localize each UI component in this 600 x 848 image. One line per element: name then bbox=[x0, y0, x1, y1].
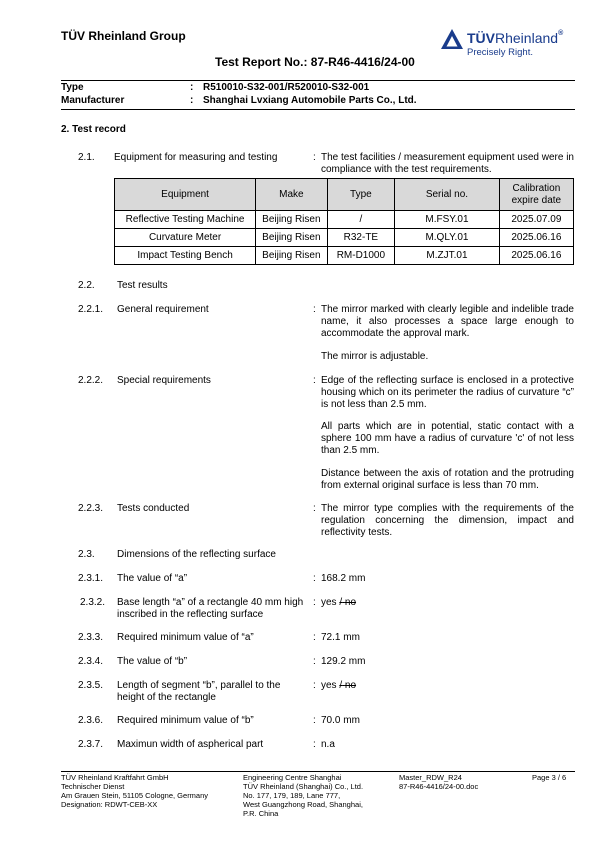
footer-company-block bbox=[61, 773, 208, 809]
results-label: Test results bbox=[117, 280, 168, 291]
dim-item-number: 2.3.4. bbox=[78, 656, 104, 667]
dim-item-label: Required minimum value of “b” bbox=[117, 715, 254, 726]
type-value: R510010-S32-001/R520010-S32-001 bbox=[203, 82, 370, 93]
dim-item-label: The value of “a” bbox=[117, 573, 188, 584]
dim-item-value: 70.0 mm bbox=[321, 715, 360, 726]
page-number: Page 3 / 6 bbox=[532, 773, 567, 782]
general-colon: : bbox=[313, 304, 316, 315]
dim-item-colon: : bbox=[313, 656, 316, 667]
equipment-value: The test facilities / measurement equipment used were in compliance with the test requirements. bbox=[321, 152, 574, 175]
table-cell: 2025.06.16 bbox=[499, 229, 573, 247]
company-group-name: TÜV Rheinland Group bbox=[61, 29, 186, 43]
tests-colon: : bbox=[313, 503, 316, 514]
dim-item-colon: : bbox=[313, 597, 316, 608]
no-option-struck: / no bbox=[339, 597, 357, 608]
report-title: Test Report No.: 87-R46-4416/24-00 bbox=[215, 55, 415, 69]
tuv-logo bbox=[440, 28, 575, 64]
table-cell: Beijing Risen bbox=[256, 229, 327, 247]
table-cell: Reflective Testing Machine bbox=[115, 211, 256, 229]
table-row bbox=[115, 211, 574, 229]
dim-item-number: 2.3.1. bbox=[78, 573, 104, 584]
footer-document-block bbox=[399, 773, 478, 791]
tests-number: 2.2.3. bbox=[78, 503, 104, 514]
triangle-logo-icon bbox=[440, 28, 464, 50]
dim-item-label: The value of “b” bbox=[117, 656, 188, 667]
dim-item-label: Base length “a” of a rectangle 40 mm high inscribed in the reflecting surface bbox=[117, 597, 304, 620]
footer-line: Designation: RDWT-CEB-XX bbox=[61, 800, 158, 809]
footer-line: No. 177, 179, 189, Lane 777, bbox=[243, 791, 341, 800]
general-label: General requirement bbox=[117, 304, 209, 315]
dim-item-colon: : bbox=[313, 573, 316, 584]
general-text-1: The mirror marked with clearly legible and indelible trade name, it also processes a space large enough to accommodate the approval mark. bbox=[321, 304, 574, 339]
footer-line: TÜV Rheinland Kraftfahrt GmbH bbox=[61, 773, 169, 782]
table-header-calibration: Calibration expire date bbox=[499, 179, 573, 211]
dimensions-label: Dimensions of the reflecting surface bbox=[117, 549, 276, 560]
dim-item-number: 2.3.5. bbox=[78, 680, 104, 691]
table-cell: 2025.06.16 bbox=[499, 247, 573, 265]
special-text-3: Distance between the axis of rotation and the protruding from external original surface is less than 70 mm. bbox=[321, 468, 574, 491]
table-cell: Impact Testing Bench bbox=[115, 247, 256, 265]
special-text-2: All parts which are in potential, static contact with a sphere 100 mm have a radius of curvature 'c' of not less than 2.5 mm. bbox=[321, 421, 574, 456]
table-row bbox=[115, 247, 574, 265]
table-header-type: Type bbox=[327, 179, 395, 211]
tests-text: The mirror type complies with the requirements of the regulation concerning the dimension, impact and reflectivity tests. bbox=[321, 503, 574, 538]
table-cell: R32-TE bbox=[327, 229, 395, 247]
footer-line: Engineering Centre Shanghai bbox=[243, 773, 342, 782]
dimensions-number: 2.3. bbox=[78, 549, 95, 560]
logo-brand-rest: Rheinland bbox=[495, 30, 559, 46]
general-number: 2.2.1. bbox=[78, 304, 104, 315]
logo-registered-mark: ® bbox=[558, 30, 564, 37]
dim-item-label: Length of segment “b”, parallel to the height of the rectangle bbox=[117, 680, 281, 703]
dim-item-number: 2.3.7. bbox=[78, 739, 104, 750]
equipment-table bbox=[114, 178, 574, 265]
special-colon: : bbox=[313, 375, 316, 386]
type-label: Type bbox=[61, 82, 84, 93]
header-divider bbox=[61, 80, 575, 81]
general-text-2: The mirror is adjustable. bbox=[321, 351, 429, 362]
dim-item-colon: : bbox=[313, 715, 316, 726]
special-label: Special requirements bbox=[117, 375, 211, 386]
dim-item-label: Maximun width of aspherical part bbox=[117, 739, 264, 750]
logo-brand-bold: TÜV bbox=[467, 30, 495, 46]
footer-line: TÜV Rheinland (Shanghai) Co., Ltd. bbox=[243, 782, 364, 791]
table-cell: M.ZJT.01 bbox=[395, 247, 500, 265]
dim-item-value: 168.2 mm bbox=[321, 573, 366, 584]
dim-item-value: 129.2 mm bbox=[321, 656, 366, 667]
section-title: 2. Test record bbox=[61, 124, 126, 135]
table-cell: RM-D1000 bbox=[327, 247, 395, 265]
dim-item-colon: : bbox=[313, 739, 316, 750]
table-cell: Beijing Risen bbox=[256, 211, 327, 229]
manufacturer-colon: : bbox=[190, 95, 194, 106]
results-number: 2.2. bbox=[78, 280, 95, 291]
footer-centre-block bbox=[243, 773, 363, 818]
footer-line: West Guangzhong Road, Shanghai, bbox=[243, 800, 363, 809]
table-cell: M.FSY.01 bbox=[395, 211, 500, 229]
dim-item-yes-no bbox=[321, 597, 356, 608]
tests-label: Tests conducted bbox=[117, 503, 190, 514]
footer-divider bbox=[61, 771, 575, 772]
table-cell: Beijing Risen bbox=[256, 247, 327, 265]
table-header-equipment: Equipment bbox=[115, 179, 256, 211]
equipment-label: Equipment for measuring and testing bbox=[114, 152, 278, 163]
dim-item-number: 2.3.2. bbox=[80, 597, 106, 608]
equipment-table-header-row bbox=[115, 179, 574, 211]
table-header-serial: Serial no. bbox=[395, 179, 500, 211]
dim-item-yes-no bbox=[321, 680, 356, 691]
footer-line: P.R. China bbox=[243, 809, 279, 818]
dim-item-colon: : bbox=[313, 680, 316, 691]
table-header-make: Make bbox=[256, 179, 327, 211]
special-text-1: Edge of the reflecting surface is enclosed in a protective housing which on its perimeter the radius of curvature “c” is not less than 2.5 mm. bbox=[321, 375, 574, 410]
dim-item-number: 2.3.6. bbox=[78, 715, 104, 726]
yes-option: yes bbox=[321, 597, 337, 608]
yes-option: yes bbox=[321, 680, 337, 691]
dim-item-value: 72.1 mm bbox=[321, 632, 360, 643]
dim-item-number: 2.3.3. bbox=[78, 632, 104, 643]
table-cell: M.QLY.01 bbox=[395, 229, 500, 247]
manufacturer-value: Shanghai Lvxiang Automobile Parts Co., Ltd. bbox=[203, 95, 417, 106]
dim-item-colon: : bbox=[313, 632, 316, 643]
dim-item-value: n.a bbox=[321, 739, 335, 750]
footer-line: Master_RDW_R24 bbox=[399, 773, 462, 782]
type-colon: : bbox=[190, 82, 194, 93]
dim-item-label: Required minimum value of “a” bbox=[117, 632, 254, 643]
logo-tagline: Precisely Right. bbox=[467, 47, 533, 58]
manufacturer-label: Manufacturer bbox=[61, 95, 125, 106]
footer-line: Technischer Dienst bbox=[61, 782, 125, 791]
footer-line: 87-R46-4416/24-00.doc bbox=[399, 782, 479, 791]
table-row bbox=[115, 229, 574, 247]
footer-line: Am Grauen Stein, 51105 Cologne, Germany bbox=[61, 791, 209, 800]
table-cell: Curvature Meter bbox=[115, 229, 256, 247]
table-cell: / bbox=[327, 211, 395, 229]
special-number: 2.2.2. bbox=[78, 375, 104, 386]
equipment-number: 2.1. bbox=[78, 152, 95, 163]
meta-divider bbox=[61, 109, 575, 110]
equipment-colon: : bbox=[313, 152, 316, 163]
table-cell: 2025.07.09 bbox=[499, 211, 573, 229]
no-option-struck: / no bbox=[339, 680, 357, 691]
